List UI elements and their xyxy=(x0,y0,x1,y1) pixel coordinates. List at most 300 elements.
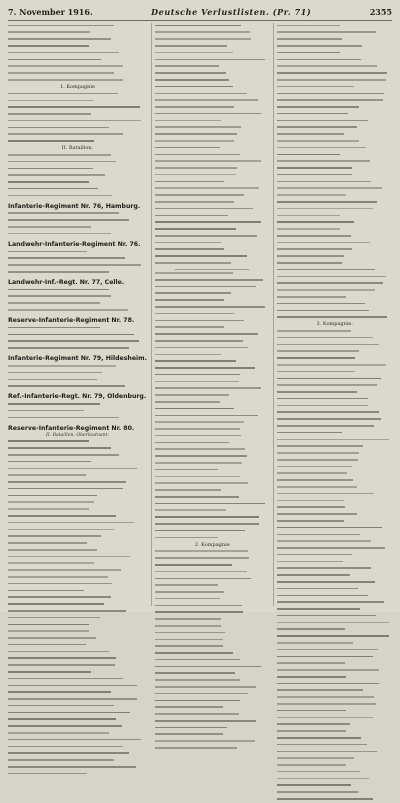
list-entry-line xyxy=(277,452,392,457)
illegible-text-bar xyxy=(8,515,116,517)
list-entry-line xyxy=(277,228,392,233)
list-entry-line xyxy=(155,503,270,508)
list-entry-line xyxy=(8,624,147,629)
list-entry-line xyxy=(155,469,270,474)
illegible-text-bar xyxy=(277,25,340,27)
illegible-text-bar xyxy=(8,65,123,67)
filler-block xyxy=(8,289,147,314)
list-entry-line xyxy=(277,635,392,640)
illegible-text-bar xyxy=(155,38,251,40)
illegible-text-bar xyxy=(277,479,353,481)
list-entry-line xyxy=(155,140,270,145)
illegible-text-bar xyxy=(277,215,340,217)
list-entry-line xyxy=(277,459,392,464)
section-label: 3. Kompagnie. xyxy=(316,321,353,328)
list-entry-line xyxy=(277,554,392,559)
illegible-text-bar xyxy=(8,678,123,680)
illegible-text-bar xyxy=(8,45,89,47)
illegible-text-bar xyxy=(8,596,111,598)
illegible-text-bar xyxy=(8,440,89,442)
illegible-text-bar xyxy=(277,255,343,257)
illegible-text-bar xyxy=(277,649,378,651)
list-entry-line xyxy=(8,522,147,527)
list-entry-line xyxy=(8,52,147,57)
list-entry-line xyxy=(277,703,392,708)
list-entry-line xyxy=(8,698,147,703)
list-entry-line xyxy=(277,133,392,138)
list-entry-line xyxy=(277,656,392,661)
illegible-text-bar xyxy=(155,194,244,196)
illegible-text-bar xyxy=(277,350,358,352)
illegible-text-bar xyxy=(8,188,98,190)
list-entry-line xyxy=(155,299,270,304)
illegible-text-bar xyxy=(277,669,379,671)
list-entry-line xyxy=(277,479,392,484)
list-entry-line xyxy=(277,296,392,301)
illegible-text-bar xyxy=(8,309,128,311)
illegible-text-bar xyxy=(277,683,379,685)
list-entry-line xyxy=(155,632,270,637)
list-entry-line xyxy=(155,733,270,738)
list-entry-line xyxy=(8,295,147,300)
list-entry-line xyxy=(277,45,392,50)
illegible-text-bar xyxy=(8,219,129,221)
illegible-text-bar xyxy=(277,364,386,366)
illegible-text-bar xyxy=(155,516,259,518)
illegible-text-bar xyxy=(155,693,248,695)
illegible-text-bar xyxy=(8,718,116,720)
illegible-text-bar xyxy=(277,248,351,250)
illegible-text-bar xyxy=(155,632,225,634)
illegible-text-bar xyxy=(155,228,236,230)
illegible-text-bar xyxy=(155,154,240,156)
list-entry-line xyxy=(155,564,270,569)
list-entry-line xyxy=(155,713,270,718)
list-entry-line xyxy=(277,208,392,213)
list-entry-line xyxy=(155,292,270,297)
list-entry-line xyxy=(155,550,270,555)
illegible-text-bar xyxy=(155,52,233,54)
list-entry-line xyxy=(155,126,270,131)
illegible-text-bar xyxy=(277,357,355,359)
illegible-text-bar xyxy=(8,529,114,531)
illegible-text-bar xyxy=(155,72,226,74)
text-columns xyxy=(8,23,392,606)
list-entry-line xyxy=(8,38,147,43)
header-rule xyxy=(8,20,392,21)
illegible-text-bar xyxy=(8,766,136,768)
list-entry-line xyxy=(155,120,270,125)
list-entry-line xyxy=(277,262,392,267)
illegible-text-bar xyxy=(8,752,129,754)
list-entry-line xyxy=(155,221,270,226)
list-entry-line xyxy=(277,730,392,735)
illegible-text-bar xyxy=(277,608,359,610)
list-entry-line xyxy=(155,598,270,603)
illegible-text-bar xyxy=(8,264,141,266)
illegible-text-bar xyxy=(8,685,137,687)
illegible-text-bar xyxy=(155,255,247,257)
list-entry-line xyxy=(277,120,392,125)
illegible-text-bar xyxy=(277,771,359,773)
illegible-text-bar xyxy=(277,500,343,502)
illegible-text-bar xyxy=(8,447,111,449)
illegible-text-bar xyxy=(155,625,221,627)
filler-block xyxy=(155,550,270,752)
list-entry-line xyxy=(8,113,147,118)
illegible-text-bar xyxy=(277,744,366,746)
illegible-text-bar xyxy=(277,31,375,33)
list-entry-line xyxy=(277,86,392,91)
illegible-text-bar xyxy=(277,757,354,759)
illegible-text-bar xyxy=(8,712,130,714)
list-entry-line xyxy=(8,718,147,723)
illegible-text-bar xyxy=(8,671,91,673)
filler-block xyxy=(8,212,147,237)
illegible-text-bar xyxy=(155,221,261,223)
illegible-text-bar xyxy=(8,651,109,653)
list-entry-line xyxy=(8,440,147,445)
column-divider xyxy=(175,269,250,270)
list-entry-line xyxy=(155,571,270,576)
list-entry-line xyxy=(277,194,392,199)
list-entry-line xyxy=(8,372,147,377)
list-entry-line xyxy=(8,657,147,662)
regiment-heading: Landwehr-Infanterie-Regiment Nr. 76. xyxy=(8,240,141,248)
list-entry-line xyxy=(277,595,392,600)
illegible-text-bar xyxy=(155,503,265,505)
regiment-heading: Reserve-Infanterie-Regiment Nr. 78. xyxy=(8,317,135,325)
list-entry-line xyxy=(8,637,147,642)
illegible-text-bar xyxy=(8,732,109,734)
illegible-text-bar xyxy=(277,65,377,67)
list-entry-line xyxy=(277,540,392,545)
header-title: Deutsche Verlustlisten. (Pr. 71) xyxy=(151,7,312,17)
illegible-text-bar xyxy=(8,271,109,273)
illegible-text-bar xyxy=(277,635,388,637)
illegible-text-bar xyxy=(155,160,261,162)
list-entry-line xyxy=(155,174,270,179)
illegible-text-bar xyxy=(8,644,86,646)
filler-block xyxy=(155,25,270,267)
regiment-heading: Landwehr-Inf.-Regt. Nr. 77, Celle. xyxy=(8,279,125,286)
illegible-text-bar xyxy=(8,372,102,374)
list-entry-line xyxy=(8,289,147,294)
list-entry-line xyxy=(8,219,147,224)
list-entry-line xyxy=(277,778,392,783)
list-entry-line xyxy=(155,160,270,165)
list-entry-line xyxy=(155,340,270,345)
list-entry-line xyxy=(8,495,147,500)
illegible-text-bar xyxy=(277,113,348,115)
illegible-text-bar xyxy=(277,405,367,407)
illegible-text-bar xyxy=(277,445,363,447)
list-entry-line xyxy=(8,617,147,622)
illegible-text-bar xyxy=(277,154,340,156)
list-entry-line xyxy=(155,59,270,64)
list-entry-line xyxy=(155,367,270,372)
list-entry-line xyxy=(277,588,392,593)
list-entry-line xyxy=(155,248,270,253)
illegible-text-bar xyxy=(277,160,370,162)
list-entry-line xyxy=(8,100,147,105)
illegible-text-bar xyxy=(155,174,236,176)
list-entry-line xyxy=(8,454,147,459)
list-entry-line xyxy=(8,195,147,200)
list-entry-line xyxy=(155,645,270,650)
list-entry-line xyxy=(155,262,270,267)
illegible-text-bar xyxy=(277,554,351,556)
list-entry-line xyxy=(8,549,147,554)
illegible-text-bar xyxy=(277,337,372,339)
illegible-text-bar xyxy=(8,549,97,551)
list-entry-line xyxy=(8,340,147,345)
illegible-text-bar xyxy=(277,601,383,603)
illegible-text-bar xyxy=(155,733,223,735)
list-entry-line xyxy=(277,269,392,274)
list-entry-line xyxy=(277,561,392,566)
list-entry-line xyxy=(277,500,392,505)
list-entry-line xyxy=(277,289,392,294)
illegible-text-bar xyxy=(8,562,94,564)
illegible-text-bar xyxy=(8,52,119,54)
illegible-text-bar xyxy=(155,408,234,410)
list-entry-line xyxy=(155,584,270,589)
illegible-text-bar xyxy=(277,615,375,617)
illegible-text-bar xyxy=(155,476,240,478)
illegible-text-bar xyxy=(8,120,141,122)
illegible-text-bar xyxy=(277,52,340,54)
list-entry-line xyxy=(155,45,270,50)
list-entry-line xyxy=(277,411,392,416)
illegible-text-bar xyxy=(8,347,129,349)
illegible-text-bar xyxy=(277,72,387,74)
illegible-text-bar xyxy=(155,25,241,27)
illegible-text-bar xyxy=(155,133,237,135)
list-entry-line xyxy=(155,415,270,420)
list-entry-line xyxy=(277,744,392,749)
list-entry-line xyxy=(277,147,392,152)
list-entry-line xyxy=(277,798,392,803)
list-entry-line xyxy=(8,508,147,513)
filler-block xyxy=(277,25,392,322)
list-entry-line xyxy=(8,746,147,751)
list-entry-line xyxy=(277,757,392,762)
illegible-text-bar xyxy=(277,86,354,88)
list-entry-line xyxy=(155,208,270,213)
list-entry-line xyxy=(155,394,270,399)
list-entry-line xyxy=(8,664,147,669)
illegible-text-bar xyxy=(8,624,89,626)
list-entry-line xyxy=(277,398,392,403)
list-entry-line xyxy=(277,276,392,281)
list-entry-line xyxy=(155,99,270,104)
list-entry-line xyxy=(155,228,270,233)
list-entry-line xyxy=(8,127,147,132)
illegible-text-bar xyxy=(277,282,382,284)
illegible-text-bar xyxy=(8,79,123,81)
list-entry-line xyxy=(277,615,392,620)
illegible-text-bar xyxy=(155,292,231,294)
list-entry-line xyxy=(277,710,392,715)
list-entry-line xyxy=(8,773,147,778)
list-entry-line xyxy=(277,689,392,694)
illegible-text-bar xyxy=(277,432,341,434)
illegible-text-bar xyxy=(277,99,382,101)
list-entry-line xyxy=(277,608,392,613)
list-entry-line xyxy=(277,676,392,681)
illegible-text-bar xyxy=(8,106,140,108)
list-entry-line xyxy=(277,472,392,477)
illegible-text-bar xyxy=(155,106,234,108)
list-entry-line xyxy=(155,523,270,528)
illegible-text-bar xyxy=(155,571,247,573)
list-entry-line xyxy=(8,569,147,574)
list-entry-line xyxy=(155,242,270,247)
list-entry-line xyxy=(155,93,270,98)
list-entry-line xyxy=(277,445,392,450)
illegible-text-bar xyxy=(277,411,379,413)
list-entry-line xyxy=(277,405,392,410)
list-entry-line xyxy=(277,642,392,647)
illegible-text-bar xyxy=(8,181,89,183)
list-entry-line xyxy=(8,678,147,683)
illegible-text-bar xyxy=(277,703,375,705)
filler-block xyxy=(8,440,147,777)
illegible-text-bar xyxy=(277,140,358,142)
list-entry-line xyxy=(8,365,147,370)
list-entry-line xyxy=(277,38,392,43)
illegible-text-bar xyxy=(8,495,97,497)
list-entry-line xyxy=(155,666,270,671)
list-entry-line xyxy=(155,401,270,406)
illegible-text-bar xyxy=(155,496,239,498)
list-entry-line xyxy=(277,771,392,776)
list-entry-line xyxy=(155,618,270,623)
illegible-text-bar xyxy=(8,379,97,381)
list-entry-line xyxy=(8,410,147,415)
illegible-text-bar xyxy=(277,221,354,223)
list-entry-line xyxy=(8,174,147,179)
list-entry-line xyxy=(277,784,392,789)
list-entry-line xyxy=(8,610,147,615)
illegible-text-bar xyxy=(277,167,351,169)
list-entry-line xyxy=(155,374,270,379)
illegible-text-bar xyxy=(277,344,379,346)
illegible-text-bar xyxy=(8,140,94,142)
list-entry-line xyxy=(155,489,270,494)
illegible-text-bar xyxy=(155,248,224,250)
illegible-text-bar xyxy=(8,590,84,592)
illegible-text-bar xyxy=(8,154,111,156)
illegible-text-bar xyxy=(155,242,221,244)
list-entry-line xyxy=(277,99,392,104)
illegible-text-bar xyxy=(277,540,371,542)
list-entry-line xyxy=(277,791,392,796)
list-entry-line xyxy=(155,639,270,644)
list-entry-line xyxy=(155,686,270,691)
list-entry-line xyxy=(277,167,392,172)
list-entry-line xyxy=(155,326,270,331)
list-entry-line xyxy=(277,140,392,145)
list-entry-line xyxy=(155,693,270,698)
list-entry-line xyxy=(8,474,147,479)
list-entry-line xyxy=(277,187,392,192)
list-entry-line xyxy=(277,371,392,376)
list-entry-line xyxy=(277,649,392,654)
regiment-heading: Infanterie-Regiment Nr. 79, Hildesheim. xyxy=(8,355,147,363)
list-entry-line xyxy=(8,705,147,710)
illegible-text-bar xyxy=(277,371,355,373)
illegible-text-bar xyxy=(8,569,121,571)
illegible-text-bar xyxy=(8,461,91,463)
list-entry-line xyxy=(277,310,392,315)
illegible-text-bar xyxy=(8,410,84,412)
list-entry-line xyxy=(155,31,270,36)
list-entry-line xyxy=(155,605,270,610)
illegible-text-bar xyxy=(277,174,351,176)
list-entry-line xyxy=(277,201,392,206)
illegible-text-bar xyxy=(8,127,109,129)
illegible-text-bar xyxy=(155,79,229,81)
illegible-text-bar xyxy=(155,645,223,647)
illegible-text-bar xyxy=(8,535,101,537)
illegible-text-bar xyxy=(277,751,377,753)
list-entry-line xyxy=(155,428,270,433)
list-entry-line xyxy=(155,421,270,426)
list-entry-line xyxy=(155,625,270,630)
illegible-text-bar xyxy=(8,195,112,197)
list-entry-line xyxy=(155,72,270,77)
illegible-text-bar xyxy=(277,567,371,569)
list-entry-line xyxy=(8,334,147,339)
list-entry-line xyxy=(8,481,147,486)
list-entry-line xyxy=(8,212,147,217)
list-entry-line xyxy=(277,350,392,355)
illegible-text-bar xyxy=(155,262,231,264)
list-entry-line xyxy=(8,590,147,595)
illegible-text-bar xyxy=(155,313,234,315)
list-entry-line xyxy=(155,25,270,30)
illegible-text-bar xyxy=(155,320,244,322)
list-entry-line xyxy=(155,347,270,352)
list-entry-line xyxy=(277,154,392,159)
list-entry-line xyxy=(155,154,270,159)
list-entry-line xyxy=(277,79,392,84)
list-entry-line xyxy=(277,364,392,369)
filler-block xyxy=(155,272,270,542)
list-entry-line xyxy=(155,496,270,501)
illegible-text-bar xyxy=(277,296,346,298)
list-entry-line xyxy=(277,486,392,491)
illegible-text-bar xyxy=(8,334,134,336)
list-entry-line xyxy=(277,466,392,471)
illegible-text-bar xyxy=(8,226,91,228)
illegible-text-bar xyxy=(8,403,100,405)
illegible-text-bar xyxy=(155,557,249,559)
list-entry-line xyxy=(155,509,270,514)
list-entry-line xyxy=(155,113,270,118)
list-entry-line xyxy=(155,591,270,596)
illegible-text-bar xyxy=(277,201,377,203)
illegible-text-bar xyxy=(277,798,372,800)
illegible-text-bar xyxy=(277,378,380,380)
list-entry-line xyxy=(155,181,270,186)
illegible-text-bar xyxy=(155,147,220,149)
illegible-text-bar xyxy=(277,235,350,237)
illegible-text-bar xyxy=(277,452,358,454)
list-entry-line xyxy=(8,583,147,588)
